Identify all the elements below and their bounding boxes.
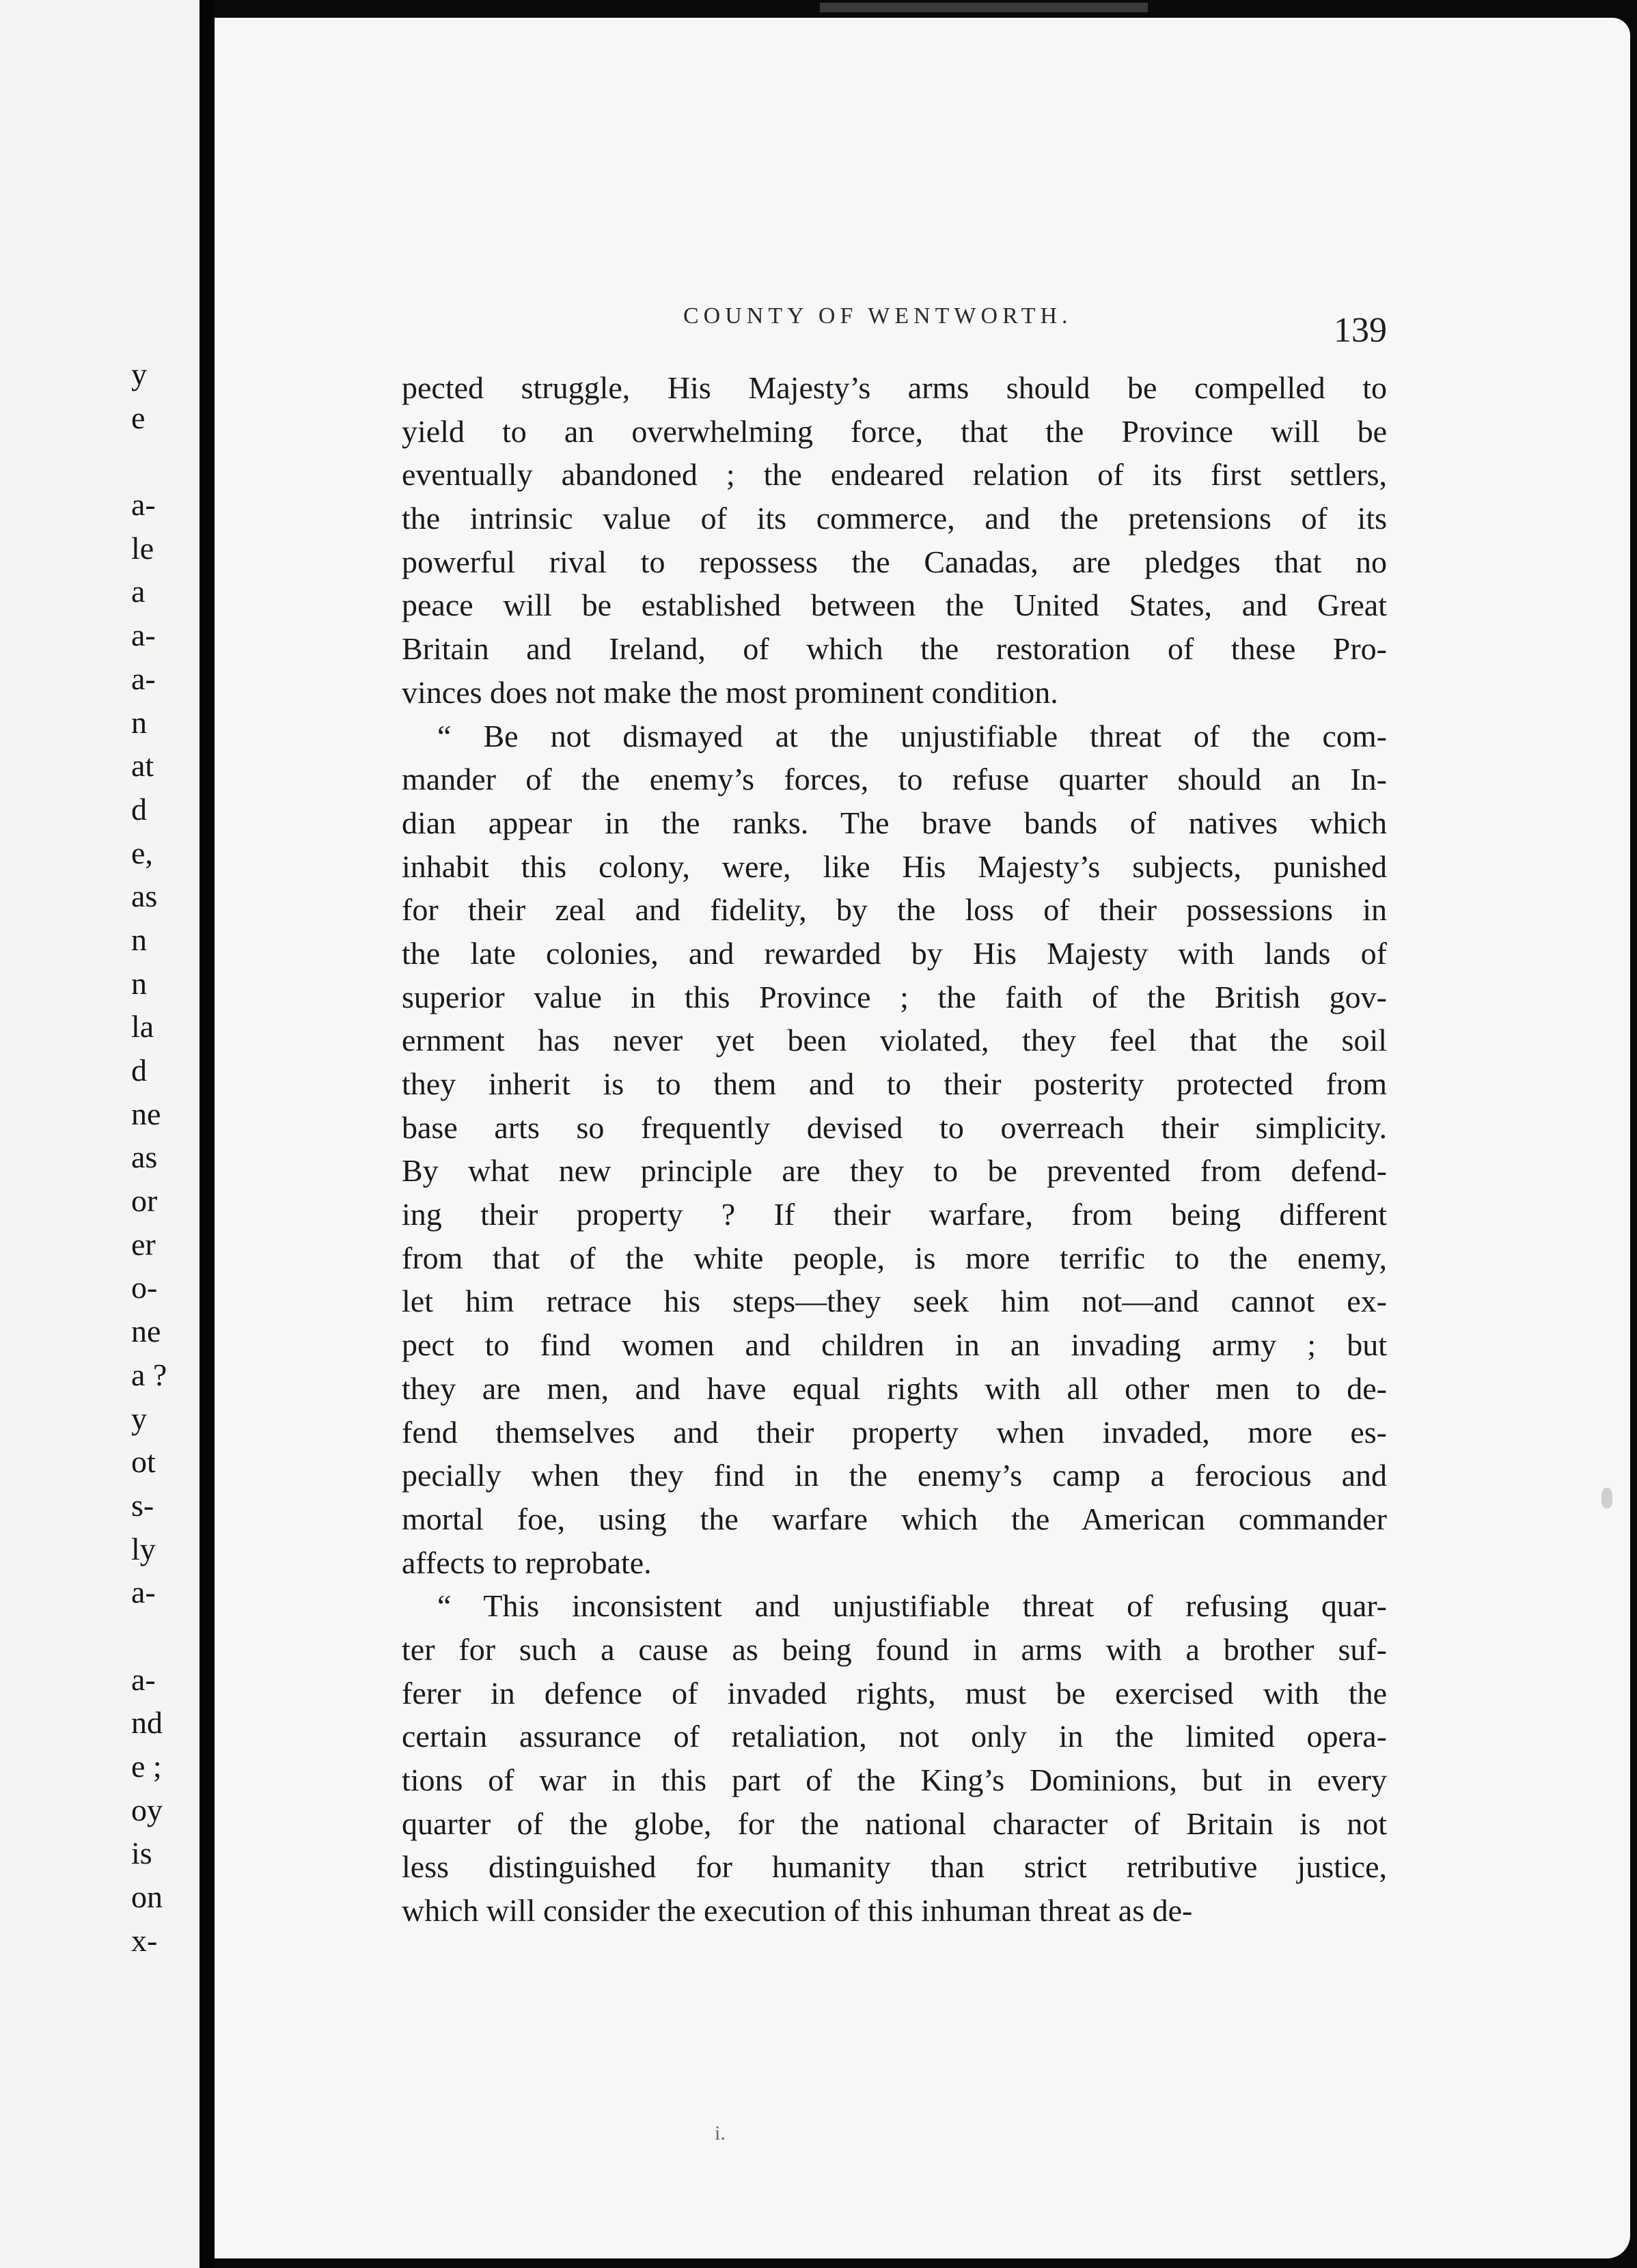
facing-page-fragment: or (131, 1183, 158, 1219)
text-line: pect to find women and children in an invading army ; but (402, 1327, 1387, 1363)
text-line: certain assurance of retaliation, not only in the limited opera- (402, 1719, 1387, 1754)
text-line: the late colonies, and rewarded by His Majesty with lands of (402, 935, 1387, 971)
facing-page-fragment: y (131, 357, 147, 391)
facing-page-fragment: n (131, 965, 147, 1001)
text-line: affects to reprobate. (402, 1545, 652, 1580)
facing-page-fragment: n (131, 704, 147, 740)
facing-page-fragment: a ? (131, 1357, 167, 1392)
text-line: from that of the white people, is more terrific to the enemy, (402, 1240, 1387, 1275)
text-line: “ This inconsistent and unjustifiable threat of refusing quar- (437, 1588, 1387, 1624)
page-number: 139 (1334, 311, 1387, 350)
text-line: the intrinsic value of its commerce, and the pretensions of its (402, 501, 1387, 536)
facing-page-fragment: nd (131, 1705, 163, 1741)
text-line: ter for such a cause as being found in arms with a brother suf- (402, 1631, 1387, 1667)
facing-page-fragment: ly (131, 1531, 156, 1566)
text-line: “ Be not dismayed at the unjustifiable threat of the com- (437, 718, 1387, 753)
text-line: quarter of the globe, for the national character of Britain is not (402, 1806, 1387, 1841)
facing-page-line-ends (131, 352, 193, 1962)
text-line: dian appear in the ranks. The brave bands of natives which (402, 805, 1387, 840)
text-line: inhabit this colony, were, like His Majesty’s subjects, punished (402, 848, 1387, 884)
book-gutter (200, 0, 215, 2268)
facing-page-fragment: d (131, 1053, 147, 1088)
facing-page-fragment (131, 1614, 193, 1658)
text-line: powerful rival to repossess the Canadas, are pledges that no (402, 544, 1387, 579)
text-line: Britain and Ireland, of which the restoration of these Pro- (402, 631, 1387, 667)
facing-page-fragment: e (131, 400, 146, 435)
facing-page-fragment: a- (131, 661, 156, 696)
facing-page-fragment: oy (131, 1792, 163, 1827)
facing-page-fragment: a- (131, 618, 156, 653)
text-line: vinces does not make the most prominent condition. (402, 674, 1058, 710)
facing-page-fragment: a- (131, 1575, 156, 1610)
facing-page-fragment: s- (131, 1487, 154, 1523)
facing-page-fragment: as (131, 879, 158, 914)
text-line: ernment has never yet been violated, they feel that the soil (402, 1023, 1387, 1058)
facing-page-fragment: at (131, 748, 154, 784)
text-line: ing their property ? If their warfare, from being different (402, 1197, 1387, 1232)
text-line: superior value in this Province ; the faith of the British gov- (402, 979, 1387, 1014)
facing-page-fragment: er (131, 1226, 156, 1262)
facing-page-fragment: is (131, 1836, 152, 1871)
facing-page-fragment: as (131, 1139, 158, 1175)
facing-page-fragment: o- (131, 1270, 158, 1305)
facing-page-fragment: la (131, 1009, 154, 1045)
text-line: mander of the enemy’s forces, to refuse quarter should an In- (402, 762, 1387, 797)
footer-mark: i. (715, 2122, 726, 2144)
text-line: peace will be established between the United States, and Great (402, 587, 1387, 623)
facing-page (0, 0, 200, 2268)
facing-page-fragment: ne (131, 1314, 161, 1349)
text-line: pecially when they find in the enemy’s camp a ferocious and (402, 1458, 1387, 1493)
facing-page-fragment: ne (131, 1096, 161, 1131)
facing-page-fragment: on (131, 1879, 163, 1915)
text-line: for their zeal and fidelity, by the loss of their possessions in (402, 892, 1387, 928)
text-line: eventually abandoned ; the endeared relation of its first settlers, (402, 457, 1387, 493)
text-line: pected struggle, His Majesty’s arms should be compelled to (402, 370, 1387, 405)
facing-page-fragment: a- (131, 487, 156, 523)
text-line: let him retrace his steps—they seek him not—and cannot ex- (402, 1284, 1387, 1319)
text-line: By what new principle are they to be prevented from defend- (402, 1153, 1387, 1189)
facing-page-fragment: y (131, 1400, 147, 1436)
facing-page-fragment: a- (131, 1661, 156, 1697)
text-line: tions of war in this part of the King’s Dominions, but in every (402, 1762, 1387, 1797)
body-text (402, 366, 1387, 1933)
facing-page-fragment: le (131, 530, 154, 566)
text-line: which will consider the execution of this inhuman threat as de- (402, 1893, 1193, 1928)
facing-page-fragment: e ; (131, 1749, 162, 1784)
text-line: less distinguished for humanity than strict retributive justice, (402, 1849, 1387, 1885)
text-line: ferer in defence of invaded rights, must be exercised with the (402, 1675, 1387, 1711)
facing-page-fragment: ot (131, 1444, 156, 1480)
facing-page-fragment: d (131, 791, 147, 827)
text-line: they inherit is to them and to their posterity protected from (402, 1066, 1387, 1101)
text-line: fend themselves and their property when invaded, more es- (402, 1414, 1387, 1450)
facing-page-fragment: n (131, 922, 147, 957)
text-line: base arts so frequently devised to overreach their simplicity. (402, 1109, 1387, 1145)
facing-page-fragment: a (131, 574, 146, 609)
page-edge-mark (1601, 1488, 1612, 1508)
text-line: they are men, and have equal rights with all other men to de- (402, 1370, 1387, 1406)
facing-page-fragment: x- (131, 1922, 158, 1958)
running-head: COUNTY OF WENTWORTH. (683, 303, 1073, 329)
page-top-edge (820, 3, 1148, 12)
text-line: yield to an overwhelming force, that the Province will be (402, 413, 1387, 449)
facing-page-fragment (131, 439, 193, 483)
facing-page-fragment: e, (131, 835, 153, 870)
text-line: mortal foe, using the warfare which the American commander (402, 1501, 1387, 1536)
